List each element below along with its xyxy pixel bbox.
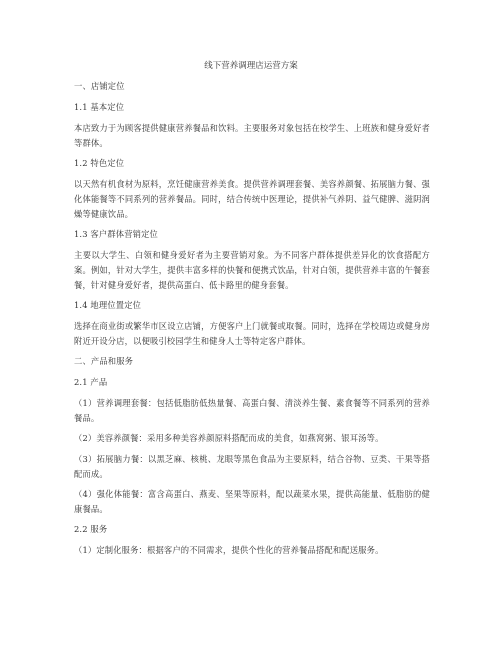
paragraph-1-4: 选择在商业街或繁华市区设立店铺，方便客户上门就餐或取餐。同时，选择在学校周边或健身房附近开设分店，以便吸引校园学生和健身人士等特定客户群体。: [74, 321, 430, 346]
list-item-product-1: （1）营养调理套餐：包括低脂肪低热量餐、高蛋白餐、清淡养生餐、素食餐等不同系列的营养餐品。: [74, 398, 430, 423]
paragraph-1-2: 以天然有机食材为原料，烹饪健康营养美食。提供营养调理套餐、美容养颜餐、拓展脑力餐、强化体能餐等不同系列的营养餐品。同时，结合传统中医理论，提供补气养阴、益气健脾、滋阴润燥等健康饮品。: [74, 179, 430, 219]
subsection-heading-1-4: 1.4 地理位置定位: [74, 300, 142, 310]
section-heading-products-services: 二、产品和服务: [74, 356, 134, 366]
paragraph-1-3: 主要以大学生、白领和健身爱好者为主要营销对象。为不同客户群体提供差异化的饮食搭配方案。例如，针对大学生，提供丰富多样的快餐和便携式饮品，针对白领，提供营养丰富的午餐套餐，针对健身爱好者，提供高蛋白、低卡路里的健身套餐。: [74, 250, 430, 290]
section-heading-store-positioning: 一、店铺定位: [74, 81, 125, 91]
subsection-heading-2-2: 2.2 服务: [74, 524, 108, 534]
list-item-product-2: （2）美容养颜餐：采用多种美容养颜原料搭配而成的美食，如燕窝粥、银耳汤等。: [74, 433, 384, 443]
subsection-heading-1-2: 1.2 特色定位: [74, 158, 125, 168]
subsection-heading-2-1: 2.1 产品: [74, 377, 108, 387]
document-title: 线下营养调理店运营方案: [204, 61, 298, 71]
paragraph-1-1: 本店致力于为顾客提供健康营养餐品和饮料。主要服务对象包括在校学生、上班族和健身爱好者等群体。: [74, 123, 430, 148]
subsection-heading-1-3: 1.3 客户群体营销定位: [74, 229, 159, 239]
subsection-heading-1-1: 1.1 基本定位: [74, 102, 125, 112]
list-item-product-3: （3）拓展脑力餐：以黑芝麻、核桃、龙眼等黑色食品为主要原料，结合谷物、豆类、干果等搭配而成。: [74, 454, 430, 479]
list-item-product-4: （4）强化体能餐：富含高蛋白、燕麦、坚果等原料，配以蔬菜水果，提供高能量、低脂肪的健康餐品。: [74, 489, 430, 514]
list-item-service-1: （1）定制化服务：根据客户的不同需求，提供个性化的营养餐品搭配和配送服务。: [74, 545, 384, 555]
